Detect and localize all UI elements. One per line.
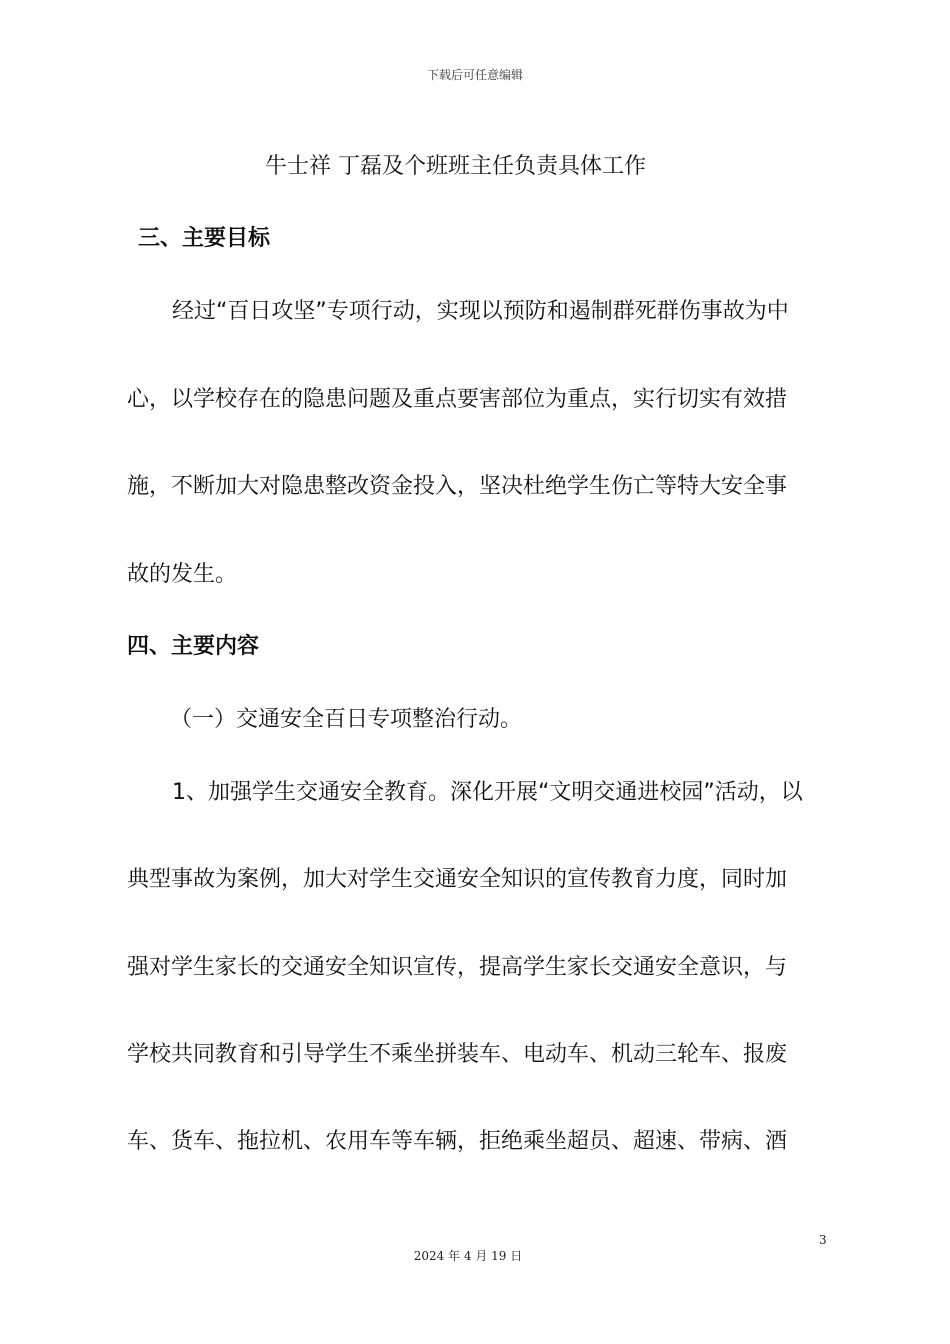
paragraph-line: 车、货车、拖拉机、农用车等车辆，拒绝乘坐超员、超速、带病、酒	[127, 1129, 788, 1154]
paragraph-line: 故的发生。	[127, 562, 238, 587]
paragraph-line: 典型事故为案例，加大对学生交通安全知识的宣传教育力度，同时加	[127, 867, 788, 892]
footer-date: 2024 年 4 月 19 日	[413, 1249, 523, 1263]
responsible-line: 牛士祥 丁磊及个班班主任负责具体工作	[265, 154, 646, 179]
paragraph-line: 施，不断加大对隐患整改资金投入，坚决杜绝学生伤亡等特大安全事	[127, 474, 788, 499]
paragraph-line: 学校共同教育和引导学生不乘坐拼装车、电动车、机动三轮车、报废	[127, 1042, 788, 1067]
section-heading-goals: 三、主要目标	[138, 226, 271, 251]
paragraph-line: 强对学生家长的交通安全知识宣传，提高学生家长交通安全意识，与	[127, 955, 788, 980]
page-number: 3	[819, 1233, 827, 1247]
paragraph-line: 心，以学校存在的隐患问题及重点要害部位为重点，实行切实有效措	[127, 387, 788, 412]
paragraph-line: 经过“百日攻坚”专项行动，实现以预防和遏制群死群伤事故为中	[172, 299, 789, 324]
paragraph-line: 1、加强学生交通安全教育。深化开展“文明交通进校园”活动，以	[172, 780, 803, 805]
section-heading-content: 四、主要内容	[127, 634, 260, 659]
subsection-heading: （一）交通安全百日专项整治行动。	[170, 707, 523, 732]
header-note: 下载后可任意编辑	[426, 68, 523, 82]
